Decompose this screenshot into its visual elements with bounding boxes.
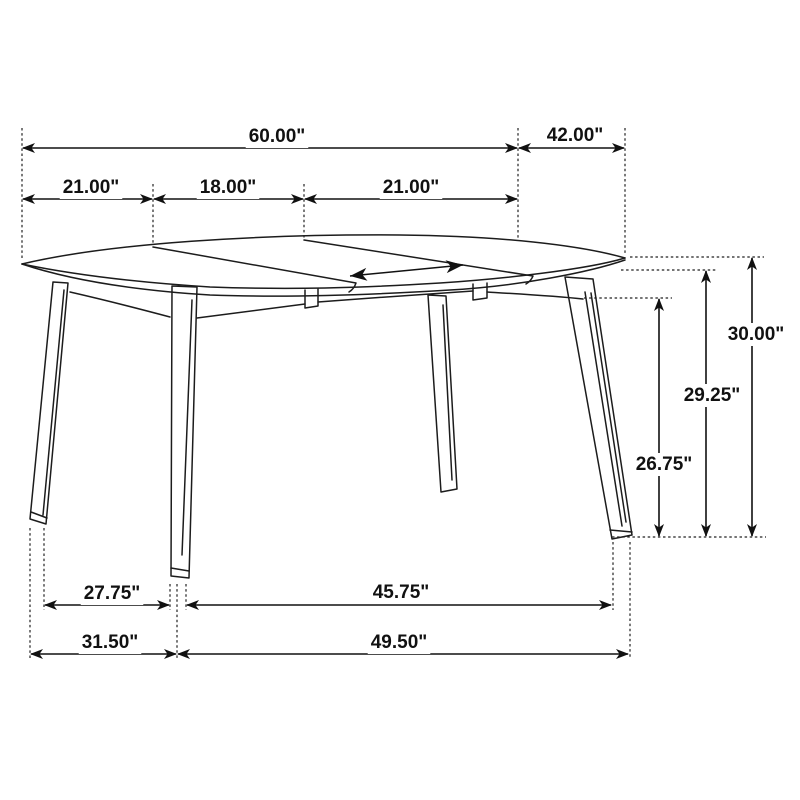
rear-left-leg: [30, 282, 68, 524]
dimension-label: 26.75": [635, 454, 693, 475]
dimension-line: [350, 265, 463, 276]
dimension-annotations: [22, 124, 787, 659]
dimension-label: 31.50": [81, 632, 139, 653]
dimension-label: 27.75": [83, 583, 141, 604]
dimension-label: 42.00": [546, 125, 604, 146]
table-drawing: [22, 235, 632, 578]
dimension-label: 21.00": [382, 177, 440, 198]
support-post-left: [305, 289, 318, 308]
dimension-label: 49.50": [370, 632, 428, 653]
front-left-leg-detail: [171, 300, 192, 571]
dimension-label: 21.00": [62, 177, 120, 198]
front-left-leg: [171, 286, 197, 578]
tabletop-bottom-edge: [22, 258, 625, 288]
front-right-leg-detail: [585, 292, 632, 532]
apron-arch-center-left: [197, 304, 305, 318]
rear-right-leg: [428, 295, 457, 492]
dimension-label: 60.00": [248, 126, 306, 147]
dimension-label: 18.00": [199, 177, 257, 198]
dimension-label: 45.75": [372, 582, 430, 603]
apron-arch-left: [70, 292, 170, 317]
tabletop-top-edge: [22, 235, 625, 264]
rear-left-leg-detail: [31, 290, 64, 518]
dimension-label: 30.00": [727, 324, 785, 345]
dimension-label: 29.25": [683, 385, 741, 406]
support-post-right: [473, 283, 487, 300]
